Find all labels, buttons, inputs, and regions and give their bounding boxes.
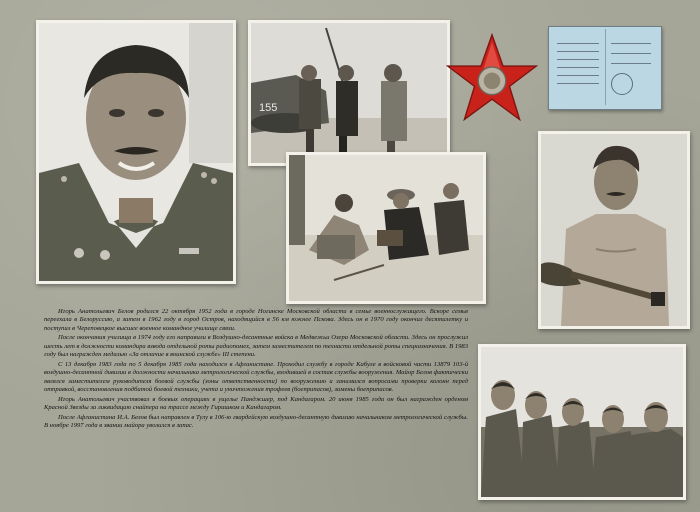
award-certificate bbox=[548, 26, 662, 110]
biography-paragraph: После окончания училища в 1974 году его направили в Воздушно-десантные войска в Медвежьи Озера Московской области. Здесь он прослужил шесть лет в должности командира взвода отдельной роты радиопомех, затем заместителем по технасти отдельной роты спецназначения. В 1983 году был награжден медалью «За отличие в воинской службе» III степени. bbox=[44, 334, 468, 359]
biography-text bbox=[44, 308, 468, 498]
group-photo bbox=[478, 344, 686, 500]
tank-hull-number: 155 bbox=[259, 102, 278, 114]
biography-paragraph: Игорь Анатольевич участвовал в боевых операциях в ущелье Панджшер, под Кандагаром. 20 июня 1985 года он был награжден орденом Красной Звезды за ликвидацию снайпера на трассе между Гиришком и Кандагаром. bbox=[44, 395, 468, 412]
biography-paragraph: Игорь Анатольевич Белов родился 22 октября 1952 года в городе Ногинске Московской области в семье военнослужащего. Вскоре семья переехала в Белоруссию, а затем в 1962 году в город Остров, находящийся в 56 км южнее Пскова. Здесь он в 1970 году окончил десятилетку и поступил в Череповецкое высшее военное командное училище связи. bbox=[44, 308, 468, 332]
biography-paragraph: С 13 декабря 1983 года по 5 декабря 1985 года находился в Афганистане. Проходил службу в городе Кабуле в войсковой части 13879 103-й воздушно-десантной дивизии в должности начальника метрологической службы, входившей в состав службы вооружения. Майор Белов фактически являлся заместителем руководителя боевой службы (зоны ответственности) по вооружению и занимался вопросами проверки колонн перед отправкой, восстановления подбитой боевой техники, учета и уничтожения трофеев (боеприпасов), замены боеприпасов. bbox=[44, 360, 468, 394]
tank-group-photo bbox=[248, 20, 450, 166]
soldier-with-grenade-photo bbox=[538, 131, 690, 329]
sappers-photo bbox=[286, 152, 486, 304]
portrait-photo bbox=[36, 20, 236, 284]
red-star-order-icon bbox=[446, 33, 538, 125]
biography-paragraph: После Афганистана И.А. Белов был направлен в Тулу в 106-ю гвардейскую воздушно-десантную дивизию начальником метрологической службы. В ноябре 1997 года в звании майора уволился в запас. bbox=[44, 413, 468, 430]
